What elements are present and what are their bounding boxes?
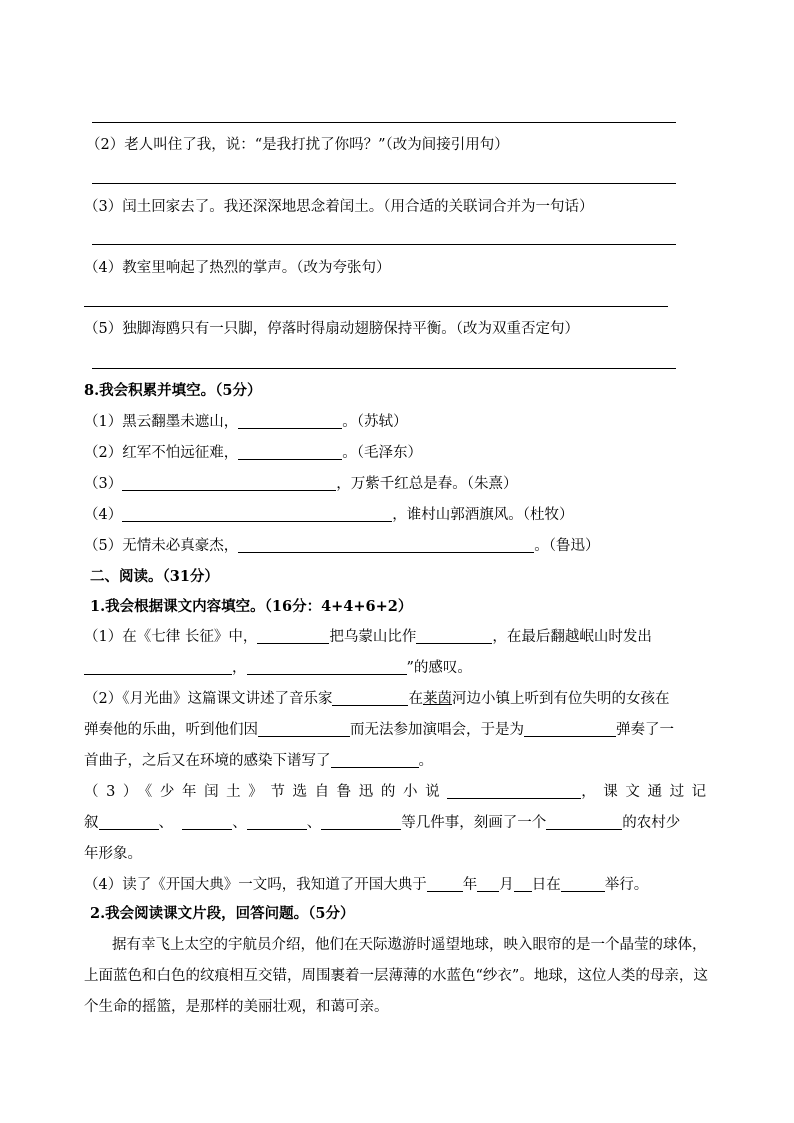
poem-item-1-pre: （1）黑云翻墨未遮山， [84,414,239,430]
p3-text-f: 、 [306,815,322,831]
poem-item-1-post: 。（苏轼） [342,414,408,430]
poem-blank-4[interactable] [122,507,392,522]
reading-q1-p3-line2 [84,813,680,833]
p1-blank-1[interactable] [257,629,329,644]
poem-item-3 [84,474,517,494]
poem-item-3-pre: （3） [84,476,123,492]
p4-blank-year[interactable] [427,877,463,892]
poem-item-2-post: 。（毛泽东） [342,445,422,461]
p3-blank-1[interactable] [447,784,581,799]
p3-text-e: 、 [232,815,247,831]
p2-blank-3[interactable] [524,722,616,737]
p3-text-a: （3）《少年闰土》节选自鲁迅的小说 [84,784,448,800]
p3-text-h: 的农村少 [622,815,681,831]
poem-item-2-pre: （2）红军不怕远征难， [84,445,239,461]
p3-text-c: 叙 [84,815,99,831]
question-4-text: （4）教室里响起了热烈的掌声。（改为夸张句） [84,260,391,276]
p4-text-d: 日在 [531,877,561,893]
poem-blank-1[interactable] [238,414,342,429]
reading-q1-p4 [84,875,648,895]
p2-text-a: （2）《月光曲》这篇课文讲述了音乐家 [84,691,333,707]
p4-blank-place[interactable] [561,877,605,892]
reading-section-title: 二、阅读。（31分） [90,568,219,585]
answer-line-4[interactable] [84,306,668,307]
p2-text-c: 河边小镇上听到有位失明的女孩在 [451,691,670,707]
reading-q1-p2-line2 [84,720,674,740]
p3-blank-6[interactable] [546,815,622,830]
p4-text-a: （4）读了《开国大典》一文吗，我知道了开国大典于 [84,877,427,893]
reading-q1-p2-line1 [84,689,669,709]
p1-blank-3[interactable] [84,660,232,675]
p4-text-e: 举行。 [604,877,649,893]
p4-text-c: 月 [499,877,514,893]
reading-q1-p3-line1 [84,782,714,802]
p4-blank-day[interactable] [514,877,532,892]
answer-line-1[interactable] [92,122,676,123]
p1-blank-2[interactable] [416,629,492,644]
p3-blank-3[interactable] [182,815,232,830]
question-5-text: （5）独脚海鸥只有一只脚，停落时得扇动翅膀保持平衡。（改为双重否定句） [84,321,579,337]
question-2-text: （2）老人叫住了我，说：“是我打扰了你吗？”（改为间接引用句） [86,137,509,153]
p4-blank-month[interactable] [477,877,499,892]
reading-q1-p1-line1 [84,627,652,647]
p3-blank-2[interactable] [99,815,159,830]
p4-text-b: 年 [462,877,478,893]
answer-line-5[interactable] [92,368,676,369]
p2-blank-2[interactable] [258,722,350,737]
p1-blank-4[interactable] [247,660,407,675]
p2-text-h: 。 [418,753,433,769]
p3-blank-4[interactable] [247,815,307,830]
p1-text-e: ”的感叹。 [406,660,472,676]
answer-line-3[interactable] [92,244,676,245]
p2-text-e: 而无法参加演唱会，于是为 [350,722,524,738]
p2-text-b: 在 [408,691,423,707]
poem-item-5-post: 。（鲁迅） [534,538,600,554]
reading-passage: 据有幸飞上太空的宇航员介绍，他们在天际遨游时遥望地球，映入眼帘的是一个晶莹的球体，上面蓝色和白色的纹痕相互交错，周围裹着一层薄薄的水蓝色“纱衣”。地球，这位人类的母亲，这个生命的摇篮，是那样的美丽壮观，和蔼可亲。 [84,937,708,1015]
p3-text-g: 等几件事，刻画了一个 [401,815,547,831]
p1-text-d: ， [232,660,247,676]
reading-q1-p3-line3: 年形象。 [84,846,142,862]
poem-item-4 [84,505,573,525]
p2-text-f: 弹奏了一 [616,722,674,738]
p3-text-b: ，课文通过记 [581,784,714,800]
p2-blank-1[interactable] [332,691,408,706]
poem-item-3-post: ，万紫千红总是春。（朱熹） [336,476,518,492]
poem-blank-2[interactable] [238,445,342,460]
p1-text-a: （1）在《七律 长征》中， [84,629,258,645]
answer-line-2[interactable] [92,183,676,184]
p3-text-d: 、 [158,815,173,831]
poem-item-5 [84,536,599,556]
p3-blank-5[interactable] [321,815,401,830]
p1-text-c: ，在最后翻越岷山时发出 [492,629,652,645]
p1-text-b: 把乌蒙山比作 [329,629,417,645]
poem-item-4-post: ，谁村山郭酒旗风。（杜牧） [392,507,574,523]
question-3-text: （3）闰土回家去了。我还深深地思念着闰土。（用合适的关联词合并为一句话） [84,199,594,215]
poem-item-5-pre: （5）无情未必真豪杰， [84,538,239,554]
reading-q1-p2-line3 [84,751,433,771]
poem-item-1 [84,412,407,432]
p2-blank-4[interactable] [331,753,419,768]
reading-q1-p1-line2 [84,658,472,678]
poem-item-2 [84,443,422,463]
reading-q2-title: 2.我会阅读课文片段，回答问题。（5分） [90,905,355,922]
p2-text-d: 弹奏他的乐曲，听到他们因 [84,722,258,738]
p2-place-name: 莱茵 [422,691,452,707]
p2-text-g: 首曲子，之后又在环境的感染下谱写了 [84,753,331,769]
poem-item-4-pre: （4） [84,507,123,523]
reading-q1-title: 1.我会根据课文内容填空。（16分：4+4+6+2） [90,598,413,615]
section-8-title: 8.我会积累并填空。（5分） [84,382,262,399]
poem-blank-3[interactable] [122,476,336,491]
poem-blank-5[interactable] [238,538,534,553]
